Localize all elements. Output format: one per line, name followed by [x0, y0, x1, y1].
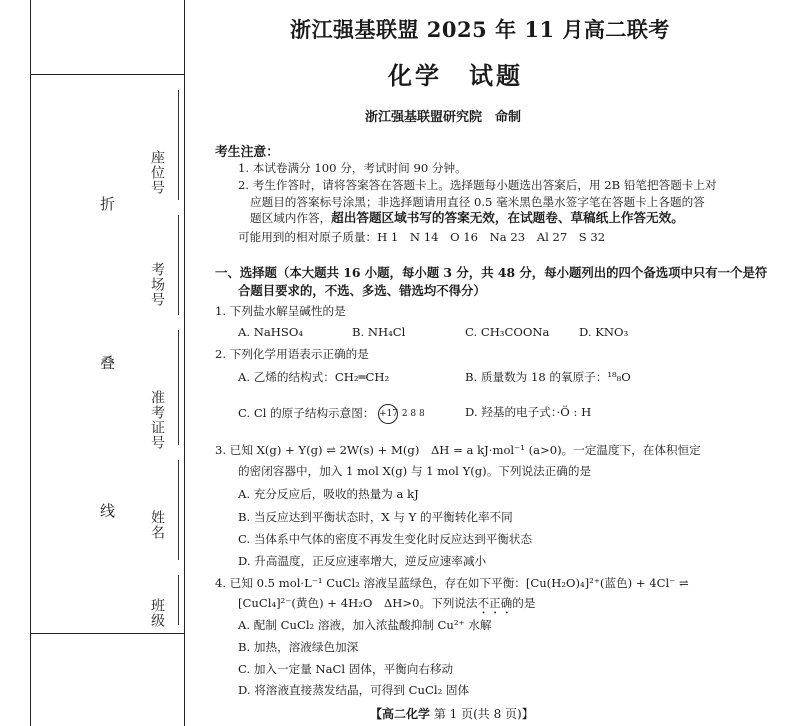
q2-option-c [238, 404, 425, 424]
exam-title: 浙江强基联盟 2025 年 11 月高二联考 [290, 17, 670, 42]
atomic-masses: 可能用到的相对原子质量：H 1 N 14 O 16 Na 23 Al 27 S 32 [238, 230, 606, 244]
q3-option-a: A. 充分反应后，吸收的热量为 a kJ [238, 487, 419, 501]
admission-number-blank[interactable] [178, 330, 179, 445]
notice-item-2-line-3-bold: 超出答题区域书写的答案无效，在试题卷、草稿纸上作答无效。 [331, 210, 684, 225]
q1-option-a: A. NaHSO₄ [238, 325, 304, 339]
exam-room-label: 考场号 [149, 262, 165, 307]
footer-page: 第 1 页(共 8 页)】 [433, 707, 534, 721]
admission-number-label: 准考证号 [149, 390, 165, 450]
q2-stem: 2. 下列化学用语表示正确的是 [215, 347, 369, 361]
q4-option-a: A. 配制 CuCl₂ 溶液，加入浓盐酸抑制 Cu²⁺ 水解 [238, 618, 492, 632]
q4-option-c: C. 加入一定量 NaCl 固体，平衡向右移动 [238, 662, 454, 676]
page-footer [370, 705, 534, 722]
atom-nucleus: +17 [378, 404, 398, 424]
q1-option-d: D. KNO₃ [579, 325, 629, 339]
exam-room-blank[interactable] [178, 215, 179, 315]
q1-option-c: C. CH₃COONa [465, 325, 550, 339]
notice-item-1: 1. 本试卷满分 100 分，考试时间 90 分钟。 [238, 161, 467, 175]
q3-stem-line-1: 3. 已知 X(g) + Y(g) ⇌ 2W(s) + M(g) ΔH = a kJ·mol⁻¹ (a>0)。一定温度下，在体积恒定 [215, 443, 701, 457]
margin-border-inner [184, 0, 185, 726]
q4-stem-line-2 [238, 595, 535, 617]
footer-subject: 【高二化学 [370, 707, 431, 721]
fold-char-3: 线 [100, 502, 116, 520]
q4-emphasis: 不正确 [477, 596, 513, 610]
institution: 浙江强基联盟研究院 命制 [365, 110, 522, 125]
class-blank[interactable] [178, 575, 179, 625]
notice-item-2-line-2: 应题目的答案标号涂黑；非选择题请用直径 0.5 毫米黑色墨水签字笔在答题卡上各题的答 [250, 195, 705, 209]
q3-option-c: C. 当体系中气体的密度不再发生变化时反应达到平衡状态 [238, 532, 533, 546]
notice-item-2-line-3-plain: 题区域内作答， [250, 211, 332, 225]
margin-border-outer [30, 0, 31, 726]
q3-stem-line-2: 的密闭容器中，加入 1 mol X(g) 与 1 mol Y(g)。下列说法正确的是 [238, 464, 592, 478]
q2-option-a: A. 乙烯的结构式：CH₂═CH₂ [238, 370, 390, 384]
name-blank[interactable] [178, 460, 179, 560]
notice-item-2-line-3 [250, 210, 684, 226]
notice-item-2-line-1: 2. 考生作答时，请将答案答在答题卡上。选择题每小题选出答案后，用 2B 铅笔把答题卡上对 [238, 178, 717, 192]
q3-option-b: B. 当反应达到平衡状态时，X 与 Y 的平衡转化率不同 [238, 510, 513, 524]
section-1-heading-line-2: 合题目要求的，不选、多选、错选均不得分） [238, 283, 486, 298]
notice-heading: 考生注意： [215, 145, 279, 160]
q2-option-d [465, 404, 591, 420]
class-label: 班级 [149, 598, 165, 628]
q2-option-d-text: D. 羟基的电子式： [465, 405, 557, 419]
q1-option-b: B. NH₄Cl [352, 325, 406, 339]
q2-option-b: B. 质量数为 18 的氧原子：¹⁸₈O [465, 370, 631, 384]
electron-shells: 2 8 8 [401, 409, 425, 419]
q4-option-b: B. 加热，溶液绿色加深 [238, 640, 359, 654]
margin-bottom-rule [30, 633, 184, 634]
q4-stem-line-2a: [CuCl₄]²⁻(黄色) + 4H₂O ΔH>0。下列说法 [238, 596, 478, 610]
q4-stem-line-1: 4. 已知 0.5 mol·L⁻¹ CuCl₂ 溶液呈蓝绿色，存在如下平衡：[Cu(H₂O)₄]²⁺(蓝色) + 4Cl⁻ ⇌ [215, 576, 689, 590]
q1-stem: 1. 下列盐水解呈碱性的是 [215, 304, 346, 318]
hydroxyl-electron-formula: ·Ö : H [556, 405, 592, 419]
q3-option-d: D. 升高温度，正反应速率增大，逆反应速率减小 [238, 554, 487, 568]
margin-top-rule [30, 74, 184, 75]
q4-option-d: D. 将溶液直接蒸发结晶，可得到 CuCl₂ 固体 [238, 683, 470, 697]
q2-option-c-text: C. Cl 的原子结构示意图： [238, 406, 375, 420]
fold-char-2: 叠 [100, 354, 116, 372]
fold-char-1: 折 [100, 195, 116, 213]
subject-title: 化学 试题 [388, 61, 523, 90]
q4-stem-line-2c: 的是 [512, 596, 536, 610]
name-label: 姓名 [149, 510, 165, 540]
seat-number-blank[interactable] [178, 90, 179, 200]
seat-number-label: 座位号 [149, 150, 165, 195]
section-1-heading-line-1: 一、选择题（本大题共 16 小题，每小题 3 分，共 48 分，每小题列出的四个备选项中只有一个是符 [215, 265, 768, 280]
